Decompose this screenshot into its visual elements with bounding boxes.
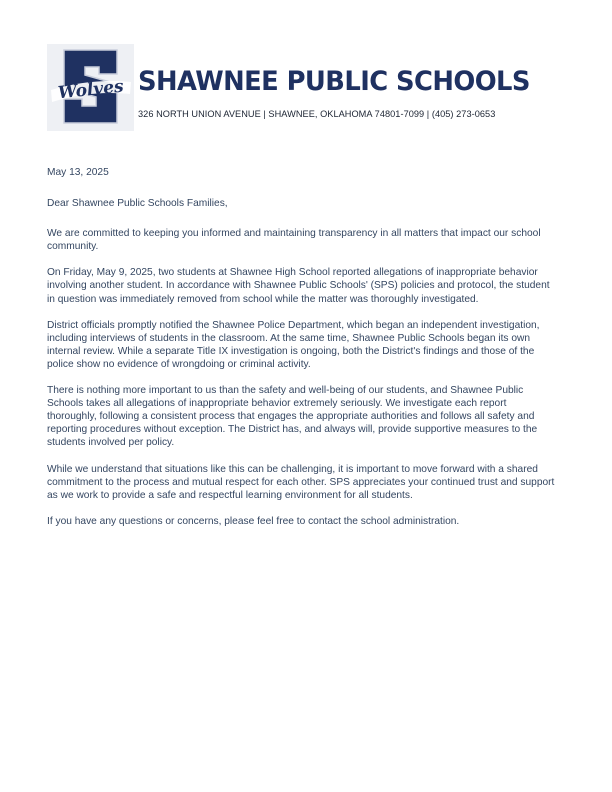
organization-name: SHAWNEE PUBLIC SCHOOLS	[138, 66, 530, 97]
paragraph: There is nothing more important to us than the safety and well-being of our students, and Shawnee Public Schools takes all allegations of inappropriate behavior extremely seriously. We investigate each report thoroughly, following a consistent process that engages the appropriate authorities and follows all safety and reporting procedures without exception. The District has, and always will, provide supportive measures to the students involved per policy.	[47, 385, 538, 449]
paragraph: We are committed to keeping you informed and maintaining transparency in all matters that impact our school community.	[47, 228, 541, 253]
letter-salutation: Dear Shawnee Public Schools Families,	[47, 198, 228, 210]
letter-date: May 13, 2025	[47, 167, 109, 178]
paragraph: District officials promptly notified the Shawnee Police Department, which began an independent investigation, including interviews of students in the classroom. At the same time, Shawnee Public Schools began its own internal review. While a separate Title IX investigation is ongoing, both the District's findings and those of the police show no evidence of wrongdoing or criminal activity.	[47, 319, 540, 370]
wolves-s-logo-icon	[47, 44, 134, 131]
wolves-logo	[47, 44, 134, 131]
letterhead	[47, 44, 567, 132]
letter-body	[47, 166, 557, 541]
organization-address: 326 NORTH UNION AVENUE | SHAWNEE, OKLAHOMA 74801-7099 | (405) 273-0653	[138, 109, 496, 119]
paragraph: While we understand that situations like this can be challenging, it is important to move forward with a shared commitment to the process and mutual respect for each other. SPS appreciates your continued trust and support as we work to provide a safe and respectful learning environment for all students.	[47, 463, 555, 501]
paragraph: On Friday, May 9, 2025, two students at Shawnee High School reported allegations of inappropriate behavior involving another student. In accordance with Shawnee Public Schools' (SPS) policies and protocol, the student in question was immediately removed from school while the matter was thoroughly investigated.	[47, 267, 550, 305]
logo-script-text: Wolves	[57, 76, 125, 104]
paragraph: If you have any questions or concerns, please feel free to contact the school administration.	[47, 515, 460, 527]
